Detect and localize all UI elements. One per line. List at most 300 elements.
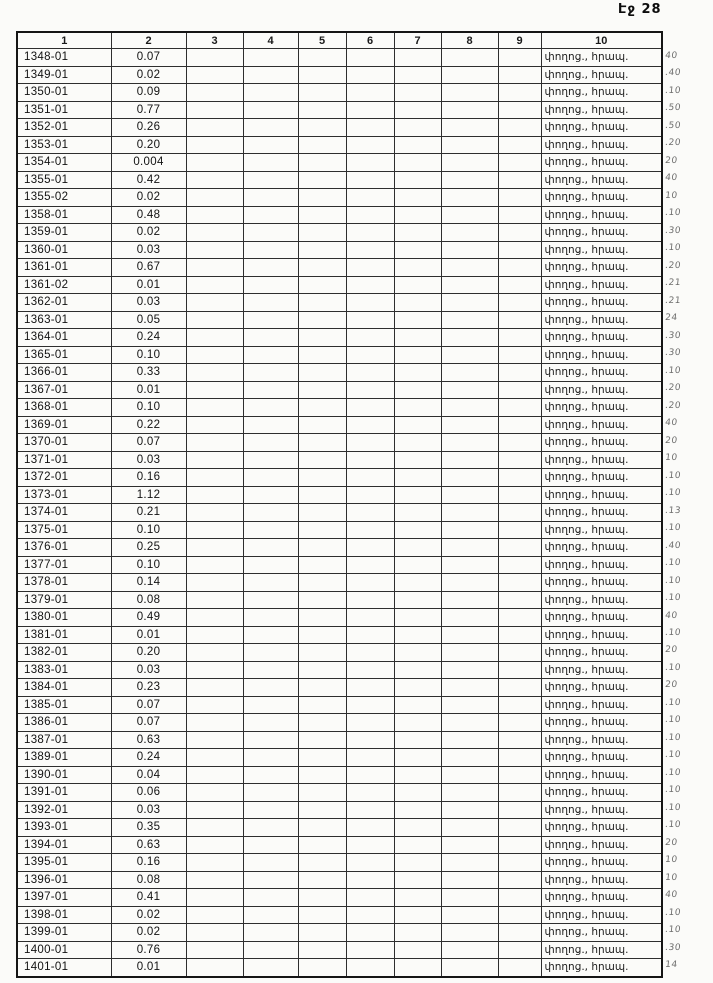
cell-empty <box>441 749 498 767</box>
cell-empty <box>441 539 498 557</box>
cell-empty <box>346 189 394 207</box>
cell-empty <box>298 399 346 417</box>
cell-empty <box>441 416 498 434</box>
cell-empty <box>441 84 498 102</box>
header-row <box>17 32 662 49</box>
margin-mark: 10 <box>664 855 679 866</box>
cell-value: 0.004 <box>111 154 186 172</box>
margin-mark: 40 <box>664 610 679 621</box>
cell-empty <box>346 609 394 627</box>
table-row <box>17 819 662 837</box>
cell-empty <box>298 521 346 539</box>
cell-empty <box>441 591 498 609</box>
cell-empty <box>394 766 441 784</box>
margin-mark: .30 <box>664 330 682 341</box>
margin-mark: .10 <box>664 593 682 604</box>
cell-object-id: 1349-01 <box>17 66 111 84</box>
cell-empty <box>441 276 498 294</box>
cell-note: փողոց., հրապ. <box>541 696 662 714</box>
table-row <box>17 941 662 959</box>
cell-empty <box>298 416 346 434</box>
margin-mark: .30 <box>664 348 682 359</box>
margin-mark: .40 <box>664 540 682 551</box>
cell-empty <box>498 714 541 732</box>
cell-note: փողոց., հրապ. <box>541 924 662 942</box>
cell-empty <box>243 189 298 207</box>
cell-object-id: 1352-01 <box>17 119 111 137</box>
cell-empty <box>498 836 541 854</box>
cell-empty <box>243 136 298 154</box>
cell-empty <box>498 66 541 84</box>
cell-object-id: 1359-01 <box>17 224 111 242</box>
cell-object-id: 1392-01 <box>17 801 111 819</box>
table-row <box>17 504 662 522</box>
cell-empty <box>346 364 394 382</box>
cell-empty <box>298 591 346 609</box>
cell-empty <box>498 119 541 137</box>
table-row <box>17 609 662 627</box>
cell-note: փողոց., հրապ. <box>541 399 662 417</box>
cell-empty <box>394 836 441 854</box>
cell-value: 0.02 <box>111 924 186 942</box>
cell-object-id: 1384-01 <box>17 679 111 697</box>
cell-empty <box>186 381 243 399</box>
table-row <box>17 329 662 347</box>
cell-note: փողոց., հրապ. <box>541 854 662 872</box>
cell-empty <box>298 311 346 329</box>
table-row <box>17 399 662 417</box>
cell-note: փողոց., հրապ. <box>541 906 662 924</box>
cell-note: փողոց., հրապ. <box>541 276 662 294</box>
cell-empty <box>243 101 298 119</box>
cell-empty <box>441 801 498 819</box>
cell-empty <box>441 644 498 662</box>
cell-empty <box>498 731 541 749</box>
cell-note: փողոց., հրապ. <box>541 486 662 504</box>
cell-empty <box>394 609 441 627</box>
cell-value: 0.03 <box>111 241 186 259</box>
cell-empty <box>394 294 441 312</box>
cell-value: 0.07 <box>111 434 186 452</box>
table-row <box>17 784 662 802</box>
cell-empty <box>298 644 346 662</box>
table-row <box>17 714 662 732</box>
cell-object-id: 1362-01 <box>17 294 111 312</box>
cell-empty <box>394 241 441 259</box>
cell-object-id: 1379-01 <box>17 591 111 609</box>
margin-mark: .10 <box>664 208 682 219</box>
cell-empty <box>186 591 243 609</box>
cell-empty <box>298 329 346 347</box>
cell-note: փողոց., հրապ. <box>541 259 662 277</box>
cell-object-id: 1395-01 <box>17 854 111 872</box>
cell-value: 0.01 <box>111 959 186 977</box>
cell-empty <box>346 906 394 924</box>
cell-empty <box>441 259 498 277</box>
column-header-4: 4 <box>243 32 298 49</box>
cell-note: փողոց., հրապ. <box>541 101 662 119</box>
cell-empty <box>394 889 441 907</box>
margin-mark: .10 <box>664 732 682 743</box>
table-row <box>17 801 662 819</box>
cell-empty <box>298 49 346 67</box>
cell-empty <box>346 714 394 732</box>
cell-value: 1.12 <box>111 486 186 504</box>
margin-mark: .10 <box>664 802 682 813</box>
table-row <box>17 241 662 259</box>
cell-empty <box>186 924 243 942</box>
cell-value: 0.10 <box>111 346 186 364</box>
cell-empty <box>498 819 541 837</box>
cell-empty <box>243 276 298 294</box>
cell-empty <box>298 626 346 644</box>
cell-empty <box>243 959 298 977</box>
cell-empty <box>243 924 298 942</box>
cell-empty <box>243 49 298 67</box>
cell-empty <box>298 556 346 574</box>
table-row <box>17 871 662 889</box>
cell-empty <box>186 241 243 259</box>
table-row <box>17 889 662 907</box>
cell-object-id: 1365-01 <box>17 346 111 364</box>
cell-value: 0.24 <box>111 749 186 767</box>
table-row <box>17 259 662 277</box>
cell-empty <box>498 469 541 487</box>
cell-note: փողոց., հրապ. <box>541 539 662 557</box>
cell-empty <box>346 486 394 504</box>
cell-empty <box>243 399 298 417</box>
cell-note: փողոց., հրապ. <box>541 469 662 487</box>
margin-mark: .10 <box>664 662 682 673</box>
cell-object-id: 1400-01 <box>17 941 111 959</box>
cell-empty <box>498 784 541 802</box>
cell-empty <box>186 731 243 749</box>
cell-empty <box>498 941 541 959</box>
cell-empty <box>498 486 541 504</box>
cell-object-id: 1381-01 <box>17 626 111 644</box>
cell-empty <box>394 451 441 469</box>
cell-empty <box>394 539 441 557</box>
margin-mark: 20 <box>664 435 679 446</box>
column-header-6: 6 <box>346 32 394 49</box>
cell-value: 0.03 <box>111 801 186 819</box>
cell-value: 0.77 <box>111 101 186 119</box>
cell-empty <box>498 346 541 364</box>
margin-mark: .10 <box>664 558 682 569</box>
cell-empty <box>186 276 243 294</box>
cell-empty <box>243 941 298 959</box>
cell-empty <box>298 784 346 802</box>
cell-empty <box>186 539 243 557</box>
cell-empty <box>346 959 394 977</box>
cell-empty <box>346 626 394 644</box>
cell-empty <box>441 941 498 959</box>
cell-empty <box>243 766 298 784</box>
cell-empty <box>298 696 346 714</box>
cell-empty <box>243 171 298 189</box>
cell-empty <box>394 346 441 364</box>
cell-empty <box>346 119 394 137</box>
cell-empty <box>394 276 441 294</box>
cell-value: 0.20 <box>111 136 186 154</box>
cell-empty <box>298 119 346 137</box>
cell-object-id: 1389-01 <box>17 749 111 767</box>
cell-note: փողոց., հրապ. <box>541 679 662 697</box>
cell-empty <box>298 539 346 557</box>
cell-note: փողոց., հրապ. <box>541 661 662 679</box>
cell-empty <box>394 171 441 189</box>
cell-value: 0.02 <box>111 906 186 924</box>
cell-value: 0.02 <box>111 224 186 242</box>
cell-empty <box>346 399 394 417</box>
cell-empty <box>394 749 441 767</box>
cell-empty <box>186 66 243 84</box>
cell-empty <box>298 469 346 487</box>
cell-empty <box>394 136 441 154</box>
table-row <box>17 661 662 679</box>
margin-mark: .10 <box>664 767 682 778</box>
cell-empty <box>243 434 298 452</box>
cell-empty <box>498 434 541 452</box>
cell-empty <box>441 486 498 504</box>
cell-empty <box>394 101 441 119</box>
cell-note: փողոց., հրապ. <box>541 959 662 977</box>
cell-empty <box>441 434 498 452</box>
margin-mark: .21 <box>664 295 682 306</box>
cell-empty <box>243 609 298 627</box>
cell-empty <box>186 521 243 539</box>
cell-object-id: 1397-01 <box>17 889 111 907</box>
cell-empty <box>498 871 541 889</box>
cell-note: փողոց., հրապ. <box>541 364 662 382</box>
cell-object-id: 1353-01 <box>17 136 111 154</box>
table-row <box>17 84 662 102</box>
cell-empty <box>394 434 441 452</box>
cell-empty <box>298 346 346 364</box>
cell-note: փողոց., հրապ. <box>541 731 662 749</box>
cell-empty <box>243 486 298 504</box>
cell-empty <box>394 784 441 802</box>
cell-note: փողոց., հրապ. <box>541 941 662 959</box>
cell-empty <box>346 294 394 312</box>
cell-empty <box>394 819 441 837</box>
cell-empty <box>346 416 394 434</box>
margin-mark: .10 <box>664 820 682 831</box>
cell-value: 0.35 <box>111 819 186 837</box>
cell-empty <box>394 486 441 504</box>
cell-note: փողոց., հրապ. <box>541 889 662 907</box>
cell-value: 0.02 <box>111 66 186 84</box>
margin-mark: .20 <box>664 383 682 394</box>
cell-empty <box>346 451 394 469</box>
cell-empty <box>346 924 394 942</box>
cell-empty <box>498 679 541 697</box>
cell-empty <box>186 609 243 627</box>
table-row <box>17 346 662 364</box>
cell-empty <box>186 906 243 924</box>
cell-note: փողոց., հրապ. <box>541 644 662 662</box>
cell-empty <box>243 749 298 767</box>
cell-empty <box>394 959 441 977</box>
cell-empty <box>394 416 441 434</box>
cell-empty <box>298 609 346 627</box>
cell-empty <box>243 591 298 609</box>
table-row <box>17 959 662 977</box>
cell-empty <box>298 241 346 259</box>
cell-empty <box>243 574 298 592</box>
margin-mark: .10 <box>664 365 682 376</box>
margin-mark: .10 <box>664 715 682 726</box>
cell-empty <box>441 294 498 312</box>
cell-empty <box>441 906 498 924</box>
cell-value: 0.10 <box>111 399 186 417</box>
column-header-2: 2 <box>111 32 186 49</box>
cell-empty <box>441 836 498 854</box>
cell-empty <box>441 871 498 889</box>
table-row <box>17 189 662 207</box>
cell-empty <box>441 171 498 189</box>
cell-empty <box>186 871 243 889</box>
cell-value: 0.08 <box>111 591 186 609</box>
cell-empty <box>186 644 243 662</box>
table-row <box>17 539 662 557</box>
cell-empty <box>243 416 298 434</box>
cell-empty <box>441 854 498 872</box>
cell-empty <box>441 889 498 907</box>
cell-empty <box>186 119 243 137</box>
cell-empty <box>441 696 498 714</box>
cell-empty <box>298 259 346 277</box>
cell-empty <box>394 311 441 329</box>
cell-empty <box>298 906 346 924</box>
cell-empty <box>441 521 498 539</box>
cell-empty <box>298 381 346 399</box>
cell-empty <box>498 154 541 172</box>
cell-empty <box>346 101 394 119</box>
cell-empty <box>186 189 243 207</box>
cell-empty <box>441 556 498 574</box>
cell-empty <box>394 66 441 84</box>
cell-note: փողոց., հրապ. <box>541 819 662 837</box>
cell-empty <box>298 136 346 154</box>
cell-empty <box>346 749 394 767</box>
cell-empty <box>298 206 346 224</box>
cell-empty <box>394 364 441 382</box>
cell-object-id: 1372-01 <box>17 469 111 487</box>
table-row <box>17 854 662 872</box>
cell-empty <box>498 504 541 522</box>
cell-empty <box>186 346 243 364</box>
cell-value: 0.16 <box>111 469 186 487</box>
margin-mark: .10 <box>664 785 682 796</box>
cell-empty <box>298 154 346 172</box>
cell-empty <box>394 941 441 959</box>
cell-object-id: 1376-01 <box>17 539 111 557</box>
table-row <box>17 294 662 312</box>
cell-value: 0.63 <box>111 836 186 854</box>
cell-empty <box>346 696 394 714</box>
cell-object-id: 1401-01 <box>17 959 111 977</box>
cell-value: 0.49 <box>111 609 186 627</box>
margin-mark: .10 <box>664 488 682 499</box>
cell-empty <box>498 136 541 154</box>
cell-object-id: 1383-01 <box>17 661 111 679</box>
cell-empty <box>346 731 394 749</box>
cell-note: փողոց., հրապ. <box>541 504 662 522</box>
margin-annotations <box>665 48 711 975</box>
cell-empty <box>498 364 541 382</box>
cell-empty <box>394 574 441 592</box>
table-row <box>17 749 662 767</box>
cell-empty <box>298 451 346 469</box>
table-row <box>17 766 662 784</box>
cell-empty <box>243 521 298 539</box>
cell-object-id: 1398-01 <box>17 906 111 924</box>
cell-empty <box>394 626 441 644</box>
cell-value: 0.16 <box>111 854 186 872</box>
cell-empty <box>186 556 243 574</box>
cell-note: փողոց., հրապ. <box>541 189 662 207</box>
margin-mark: .30 <box>664 942 682 953</box>
cell-empty <box>186 959 243 977</box>
table-row <box>17 416 662 434</box>
cell-empty <box>441 451 498 469</box>
cell-empty <box>186 661 243 679</box>
cell-empty <box>298 959 346 977</box>
table-row <box>17 101 662 119</box>
table-row <box>17 206 662 224</box>
table-row <box>17 836 662 854</box>
cell-empty <box>441 399 498 417</box>
cell-empty <box>346 539 394 557</box>
cell-empty <box>441 224 498 242</box>
table-row <box>17 364 662 382</box>
cell-empty <box>441 784 498 802</box>
cell-value: 0.21 <box>111 504 186 522</box>
cell-object-id: 1355-02 <box>17 189 111 207</box>
column-header-1: 1 <box>17 32 111 49</box>
cell-empty <box>186 84 243 102</box>
table-row <box>17 574 662 592</box>
table-row <box>17 171 662 189</box>
margin-mark: .10 <box>664 575 682 586</box>
cell-value: 0.23 <box>111 679 186 697</box>
cell-empty <box>498 924 541 942</box>
cell-empty <box>186 206 243 224</box>
column-header-9: 9 <box>498 32 541 49</box>
table-row <box>17 451 662 469</box>
margin-mark: .10 <box>664 470 682 481</box>
cell-empty <box>243 241 298 259</box>
margin-mark: .10 <box>664 925 682 936</box>
cell-empty <box>441 679 498 697</box>
cell-empty <box>394 154 441 172</box>
cell-empty <box>441 101 498 119</box>
cell-object-id: 1377-01 <box>17 556 111 574</box>
cell-empty <box>394 854 441 872</box>
cell-note: փողոց., հրապ. <box>541 294 662 312</box>
cell-empty <box>346 766 394 784</box>
cell-empty <box>346 224 394 242</box>
cell-value: 0.10 <box>111 521 186 539</box>
cell-empty <box>186 49 243 67</box>
margin-mark: .20 <box>664 138 682 149</box>
cell-empty <box>346 661 394 679</box>
cell-empty <box>186 696 243 714</box>
cell-note: փողոց., հրապ. <box>541 136 662 154</box>
cell-empty <box>394 521 441 539</box>
cell-empty <box>243 329 298 347</box>
